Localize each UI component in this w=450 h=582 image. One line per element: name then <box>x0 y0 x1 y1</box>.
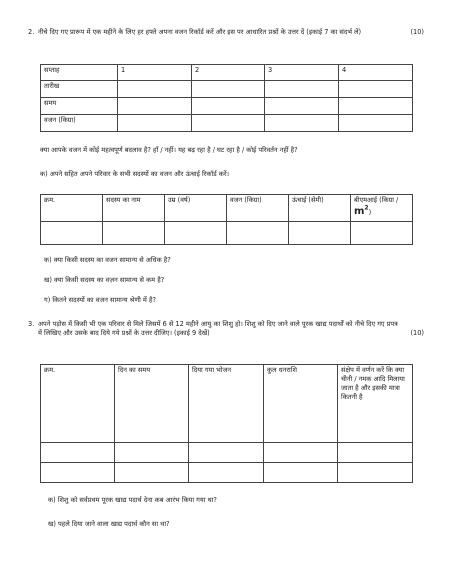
table-header-cell: क्रम. <box>41 195 103 222</box>
table-header-cell: 4 <box>339 65 413 81</box>
bmi-header-cell: बीएमआई (किग्रा / $m^2$) <box>351 195 413 222</box>
table-header-cell: दिया गया भोजन <box>189 365 264 443</box>
empty-cell[interactable] <box>265 115 339 132</box>
question-3 <box>28 320 424 338</box>
table-header-cell: वजन (किग्रा) <box>227 195 289 222</box>
table-row <box>41 222 413 245</box>
empty-cell[interactable] <box>338 463 413 483</box>
question-2-number: 2. <box>28 28 35 36</box>
empty-cell[interactable] <box>264 443 338 463</box>
table-row <box>41 195 413 222</box>
question-2-marks: (10) <box>410 28 424 36</box>
empty-cell[interactable] <box>339 98 413 115</box>
weight-change-question: क्या आपके वजन में कोई महत्वपूर्ण बदलाव है? हाँ / नहीं। यह बढ़ रहा है / घट रहा है / कोई परिवर्तन नहीं है? <box>40 146 298 154</box>
table-header-cell: 2 <box>192 65 265 81</box>
question-3-marks: (10) <box>410 328 424 337</box>
question-3-text: अपने पड़ोस में किसी भी एक परिवार से मिले जिसमें 6 से 12 महीने आयु का शिशु हो। शिशु को दिए जाने वाले पूरक खाद्य पदार्थों को नीचे दिए गए प्रपत्र में लिखिए और उसके बाद दिये गये प्रश्नों के उत्तर दीजिए। (इकाई 9 देखें) <box>38 320 398 337</box>
table-row <box>41 98 413 115</box>
empty-cell[interactable] <box>189 443 264 463</box>
question-2 <box>28 28 424 37</box>
empty-cell[interactable] <box>103 222 165 245</box>
family-bmi-table <box>40 194 413 245</box>
empty-cell[interactable] <box>118 81 192 98</box>
table-header-cell: उम्र (वर्ष) <box>165 195 227 222</box>
empty-cell[interactable] <box>339 81 413 98</box>
empty-cell[interactable] <box>351 222 413 245</box>
table-header-cell: दिन का समय <box>115 365 189 443</box>
empty-cell[interactable] <box>192 115 265 132</box>
q2-sub-question-c: ग) कितने सदस्यों का वजन सामान्य श्रेणी में है? <box>44 296 156 304</box>
table-header-cell: सप्ताह <box>41 65 118 81</box>
table-header-cell: 3 <box>265 65 339 81</box>
q2-sub-question-a: क) क्या किसी सदस्य का वजन सामान्य से अधिक है? <box>44 256 171 264</box>
table-header-cell: कुल धनराशि <box>264 365 338 443</box>
question-3-number: 3. <box>28 320 35 328</box>
empty-cell[interactable] <box>264 463 338 483</box>
empty-cell[interactable] <box>192 98 265 115</box>
empty-cell[interactable] <box>192 81 265 98</box>
bmi-unit: $m^2$ <box>354 204 369 218</box>
q3-sub-question-a: क) शिशु को सर्वप्रथम पूरक खाद्य पदार्थ देना कब आरंभ किया गया था? <box>48 496 217 504</box>
q3-sub-question-b: ख) पहले दिया जाने वाला खाद्य पदार्थ कौन सा था? <box>48 520 170 528</box>
q2-sub-question-b: ख) क्या किसी सदस्य का वज़न सामान्य से कम है? <box>44 276 165 284</box>
empty-cell[interactable] <box>289 222 351 245</box>
weekly-weight-table <box>40 64 413 132</box>
row-label: वजन (किग्रा) <box>41 115 118 132</box>
empty-cell[interactable] <box>227 222 289 245</box>
question-2-text: नीचे दिए गए प्रारूप में एक महीने के लिए हर हफ्ते अपना वजन रिकॉर्ड करें और इस पर आधारित प्रश्नों के उत्तर दें (इकाई 7 का संदर्भ लें) <box>38 28 362 36</box>
empty-cell[interactable] <box>118 115 192 132</box>
empty-cell[interactable] <box>115 443 189 463</box>
table-header-cell: संक्षेप में वर्णन करें कि क्या चीनी / नमक आदि मिलाया जाता है और इसकी मात्रा कितनी है <box>338 365 413 443</box>
empty-cell[interactable] <box>265 81 339 98</box>
table-row <box>41 65 413 81</box>
empty-cell[interactable] <box>41 463 115 483</box>
family-record-instruction: क) अपने सहित अपने परिवार के सभी सदस्यों का वजन और ऊंचाई रिकॉर्ड करें। <box>40 170 230 178</box>
empty-cell[interactable] <box>165 222 227 245</box>
table-header-cell: ऊंचाई (सेमी) <box>289 195 351 222</box>
empty-cell[interactable] <box>189 463 264 483</box>
empty-cell[interactable] <box>265 98 339 115</box>
empty-cell[interactable] <box>339 115 413 132</box>
table-row <box>41 81 413 98</box>
empty-cell[interactable] <box>41 443 115 463</box>
row-label: समय <box>41 98 118 115</box>
empty-cell[interactable] <box>41 222 103 245</box>
table-row <box>41 463 413 483</box>
row-label: तारीख <box>41 81 118 98</box>
empty-cell[interactable] <box>118 98 192 115</box>
bmi-header-label: बीएमआई (किग्रा / <box>354 196 399 204</box>
table-header-cell: 1 <box>118 65 192 81</box>
table-row <box>41 365 413 443</box>
table-row <box>41 115 413 132</box>
table-header-cell: सदस्य का नाम <box>103 195 165 222</box>
table-header-cell: क्रम. <box>41 365 115 443</box>
empty-cell[interactable] <box>115 463 189 483</box>
table-row <box>41 443 413 463</box>
supplementary-food-table <box>40 364 413 483</box>
empty-cell[interactable] <box>338 443 413 463</box>
